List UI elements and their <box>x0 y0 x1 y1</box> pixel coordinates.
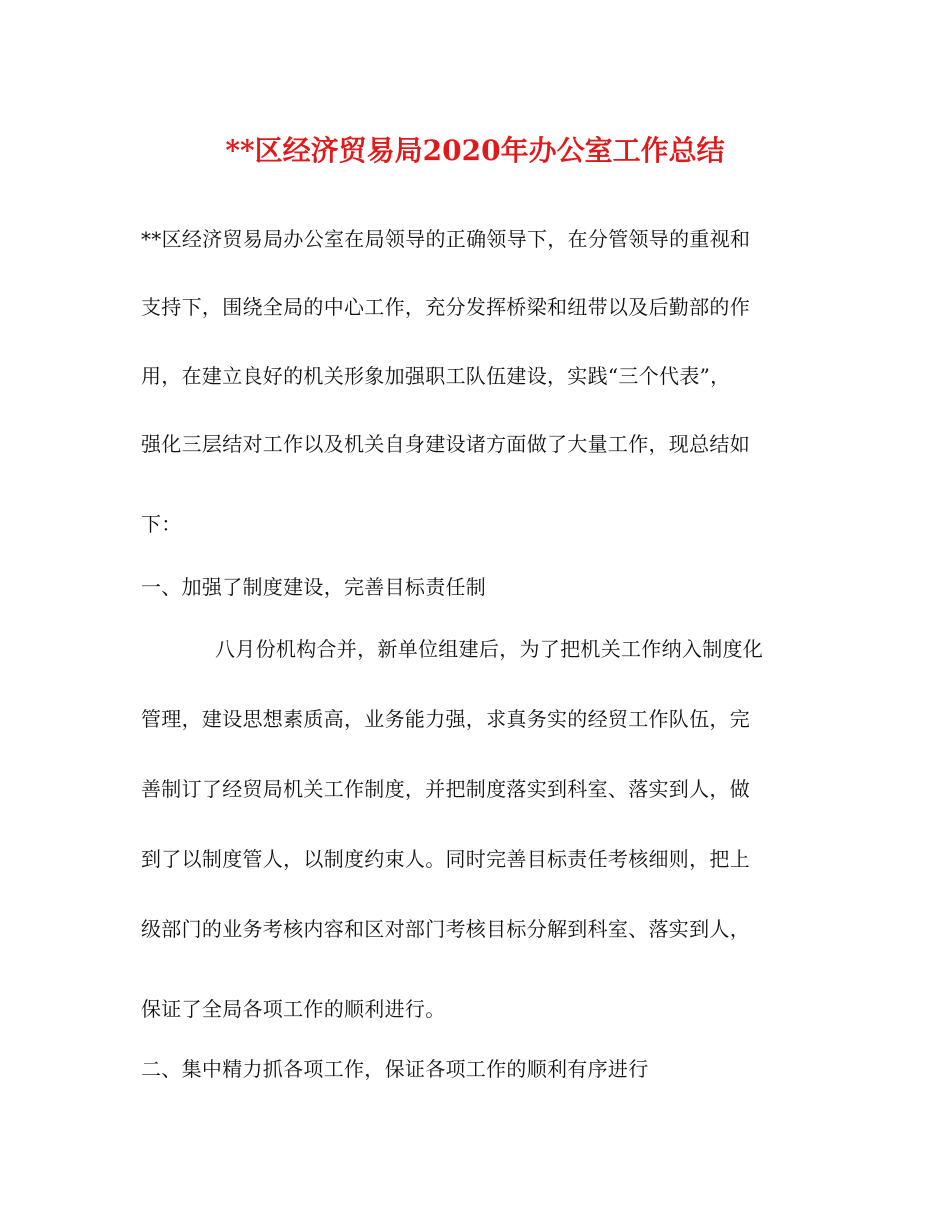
section-heading: 二、集中精力抓各项工作，保证各项工作的顺利有序进行 <box>141 1057 649 1081</box>
paragraph-line: 善制订了经贸局机关工作制度，并把制度落实到科室、落实到人，做 <box>141 777 750 801</box>
paragraph-line: 强化三层结对工作以及机关自身建设诸方面做了大量工作，现总结如 <box>141 432 750 456</box>
document-title: **区经济贸易局2020年办公室工作总结 <box>225 134 725 167</box>
section-heading: 一、加强了制度建设，完善目标责任制 <box>141 575 487 599</box>
paragraph-line: 管理，建设思想素质高，业务能力强，求真务实的经贸工作队伍，完 <box>141 707 750 731</box>
paragraph-line: 支持下，围绕全局的中心工作，充分发挥桥梁和纽带以及后勤部的作 <box>141 295 750 319</box>
paragraph-line: 下： <box>141 512 182 536</box>
paragraph-line: 级部门的业务考核内容和区对部门考核目标分解到科室、落实到人， <box>141 917 750 941</box>
paragraph-line: 保证了全局各项工作的顺利进行。 <box>141 997 446 1021</box>
paragraph-line: 到了以制度管人，以制度约束人。同时完善目标责任考核细则，把上 <box>141 847 750 871</box>
paragraph-line: 用，在建立良好的机关形象加强职工队伍建设，实践“三个代表”， <box>141 364 731 388</box>
paragraph-line: **区经济贸易局办公室在局领导的正确领导下，在分管领导的重视和 <box>141 227 751 251</box>
paragraph-line: 八月份机构合并，新单位组建后，为了把机关工作纳入制度化 <box>215 637 764 661</box>
